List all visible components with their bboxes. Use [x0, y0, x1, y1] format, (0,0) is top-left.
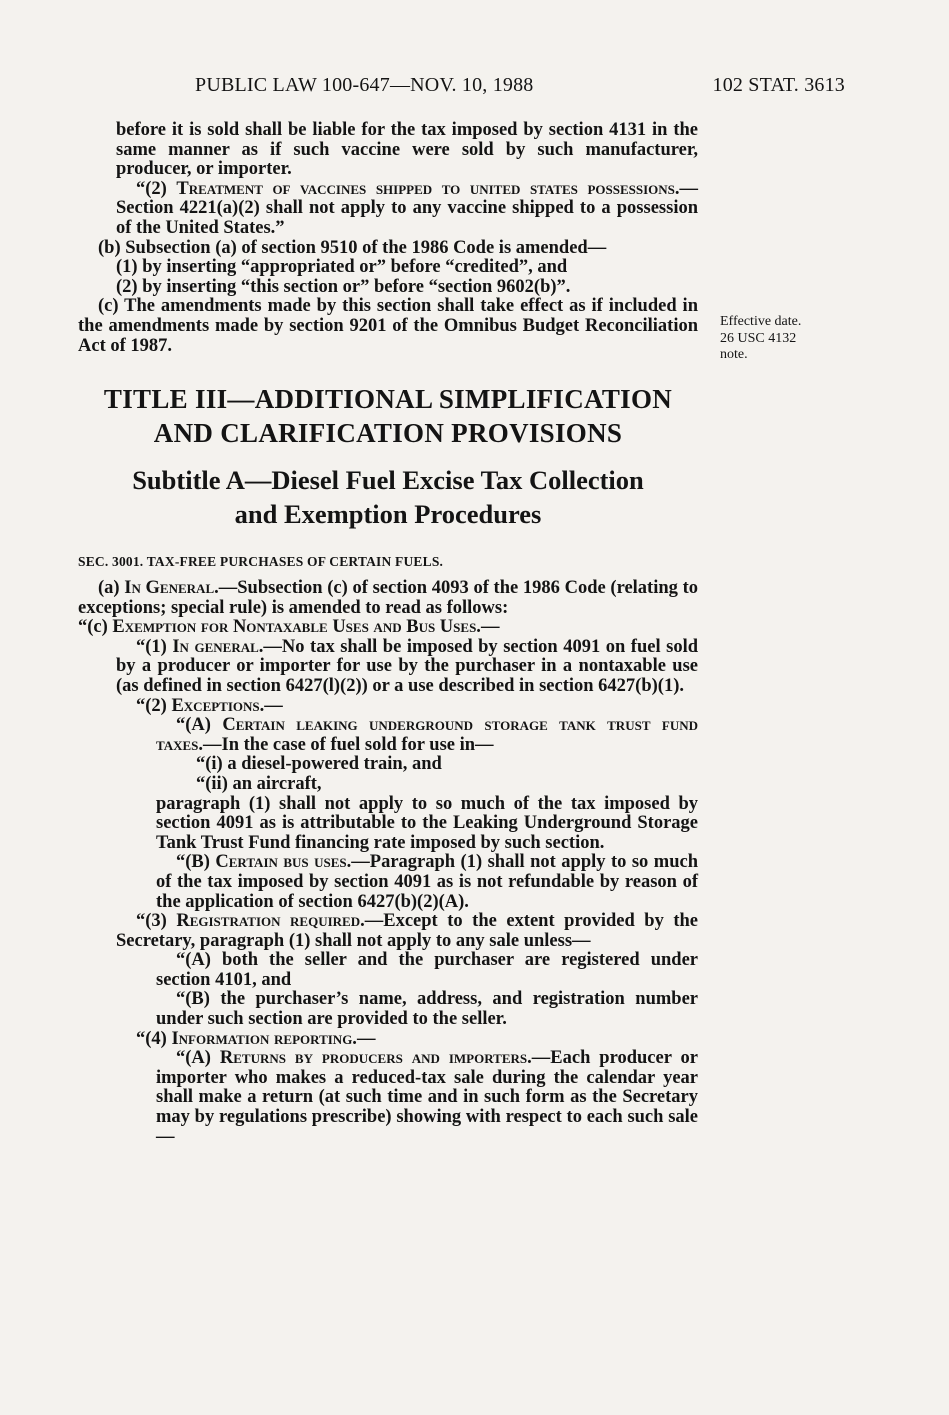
section-body	[78, 579, 698, 1147]
paragraph-in-general	[78, 579, 698, 618]
paragraph-heading: Certain bus uses.	[215, 852, 352, 873]
paragraph-number: “(c)	[78, 617, 113, 638]
paragraph-c2A-tail: paragraph (1) shall not apply to so much of the tax imposed by section 4091 as is attributable to the Leaking Underground Storage Tank Trust Fund financing rate imposed by such section.	[156, 793, 698, 853]
paragraph-heading: Information reporting.	[171, 1028, 357, 1049]
paragraph-text: —	[356, 1028, 376, 1049]
margin-note	[720, 314, 830, 364]
paragraph-exemption-heading	[78, 618, 698, 638]
paragraph-c2Aii: “(ii) an aircraft,	[196, 773, 322, 794]
paragraph-heading: Treatment of vaccines shipped to united states possessions.	[176, 178, 680, 199]
paragraph-text: —	[480, 617, 500, 638]
paragraph-subsection-b: (b) Subsection (a) of section 9510 of the 1986 Code is amended—	[98, 237, 607, 258]
paragraph-heading: Certain leaking underground storage tank trust fund taxes.	[156, 715, 698, 755]
header-stat-page: 102 STAT. 3613	[712, 74, 845, 96]
paragraph-heading: Returns by producers and importers.	[219, 1048, 532, 1069]
paragraph-number: “(B)	[176, 852, 216, 873]
paragraph-text: —Paragraph (1) shall not apply to so much of the tax imposed by section 4091 as is not refundable by reason of the application of section 6427(b)(2)(A).	[156, 852, 698, 912]
paragraph-text: —Section 4221(a)(2) shall not apply to any vaccine shipped to a possession of the United States.”	[116, 178, 699, 238]
subtitle-heading	[78, 463, 698, 531]
paragraph-text: —	[264, 695, 283, 716]
paragraph-vaccine-liability: before it is sold shall be liable for the tax imposed by section 4131 in the same manner as if such vaccine were sold by such manufacturer, producer, or importer.	[116, 120, 698, 180]
paragraph-number: (a)	[98, 578, 125, 598]
paragraph-number: “(1)	[136, 636, 173, 657]
margin-note-line: 26 USC 4132	[720, 330, 797, 346]
subtitle-line: and Exemption Procedures	[234, 499, 542, 529]
paragraph-number: “(2)	[136, 695, 172, 716]
paragraph-text: —No tax shall be imposed by section 4091 on fuel sold by a producer or importer for use by the purchaser in a nontaxable use (as defined in section 6427(l)(2)) or a use described in section 6427(b)(1).	[116, 636, 699, 696]
paragraph-heading: In General.	[124, 578, 219, 598]
paragraph-text: —Each producer or importer who makes a reduced-tax sale during the calendar year shall make a return (at such time and in such form as the Secretary may by regulations prescribe) showing with respect to each such sale—	[156, 1048, 698, 1147]
title-line: AND CLARIFICATION PROVISIONS	[153, 418, 623, 448]
title-heading	[78, 382, 698, 450]
paragraph-c2	[78, 697, 698, 717]
paragraph-c4	[78, 1030, 698, 1050]
paragraph-c2A	[78, 716, 698, 755]
margin-note-line: note.	[720, 347, 748, 362]
paragraph-c2Ai: “(i) a diesel-powered train, and	[196, 754, 442, 775]
paragraph-heading: In general.	[172, 636, 264, 657]
paragraph-number: “(A)	[176, 1048, 220, 1069]
paragraph-c1	[78, 638, 698, 697]
paragraph-text: —In the case of fuel sold for use in—	[203, 734, 494, 755]
paragraph-treatment-of-vaccines	[78, 180, 698, 239]
paragraph-heading: Registration required.	[176, 911, 365, 932]
paragraph-clause-1: (1) by inserting “appropriated or” before “credited”, and	[116, 257, 568, 278]
paragraph-text: —Except to the extent provided by the Secretary, paragraph (1) shall not apply to any sale unless—	[116, 911, 699, 951]
paragraph-c3	[78, 912, 698, 951]
paragraph-number: “(3)	[136, 911, 177, 932]
header-law-citation: PUBLIC LAW 100-647—NOV. 10, 1988	[195, 74, 534, 96]
paragraph-subsection-c: (c) The amendments made by this section shall take effect as if included in the amendments made by section 9201 of the Omnibus Budget Reconciliation Act of 1987.	[78, 296, 698, 356]
top-text-block	[78, 121, 698, 356]
paragraph-text: —Subsection (c) of section 4093 of the 1986 Code (relating to exceptions; special rule) is amended to read as follows:	[78, 578, 698, 618]
title-line: TITLE III—ADDITIONAL SIMPLIFICATION	[103, 384, 673, 414]
section-heading: SEC. 3001. TAX-FREE PURCHASES OF CERTAIN FUELS.	[78, 554, 444, 569]
paragraph-c4A	[78, 1049, 698, 1147]
paragraph-c3A: “(A) both the seller and the purchaser are registered under section 4101, and	[156, 950, 698, 990]
paragraph-c3B: “(B) the purchaser’s name, address, and registration number under such section are provided to the seller.	[156, 989, 698, 1030]
paragraph-number: “(4)	[136, 1028, 172, 1049]
subtitle-line: Subtitle A—Diesel Fuel Excise Tax Collection	[132, 465, 644, 495]
paragraph-heading: Exceptions.	[171, 695, 265, 716]
paragraph-clause-2: (2) by inserting “this section or” before “section 9602(b)”.	[116, 276, 571, 297]
page-header	[195, 74, 845, 100]
paragraph-c2B	[78, 853, 698, 912]
paragraph-heading: Exemption for Nontaxable Uses and Bus Uses.	[112, 617, 481, 638]
margin-note-line: Effective date.	[720, 314, 802, 329]
paragraph-number: “(2)	[136, 178, 177, 199]
paragraph-number: “(A)	[176, 715, 223, 736]
